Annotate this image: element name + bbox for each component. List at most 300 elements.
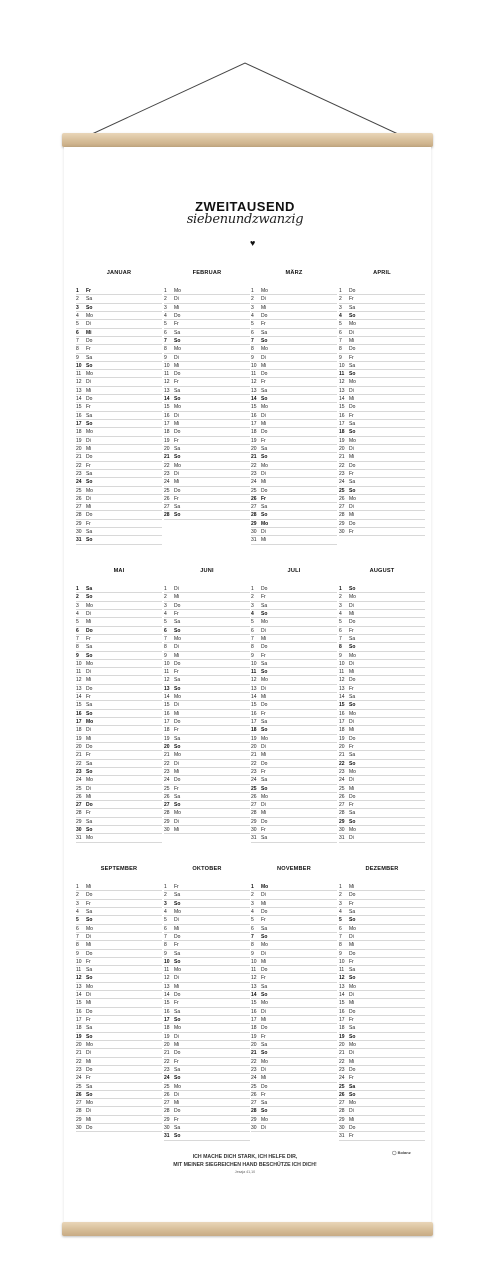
weekday: Mi xyxy=(86,387,92,394)
day-number: 26 xyxy=(339,495,345,502)
weekday: Di xyxy=(261,412,266,419)
day-number: 22 xyxy=(339,462,345,469)
day-number: 20 xyxy=(339,445,345,452)
day-row xyxy=(164,453,250,461)
day-row xyxy=(76,983,162,991)
day-row xyxy=(164,1083,250,1091)
day-row xyxy=(251,487,337,495)
day-row xyxy=(76,1024,162,1032)
weekday: Sa xyxy=(261,1041,268,1048)
day-number: 15 xyxy=(76,702,82,709)
day-number: 15 xyxy=(339,404,345,411)
weekday: Di xyxy=(261,950,266,957)
day-row xyxy=(76,437,162,445)
day-row xyxy=(164,818,250,826)
day-list xyxy=(251,287,337,545)
day-list xyxy=(164,883,250,1141)
weekday: Fr xyxy=(261,827,266,834)
weekday: So xyxy=(349,644,356,651)
day-row xyxy=(164,776,250,784)
day-number: 11 xyxy=(251,669,257,676)
day-number: 7 xyxy=(339,933,342,940)
day-row xyxy=(251,974,337,982)
day-row xyxy=(339,676,425,684)
day-number: 18 xyxy=(339,429,345,436)
day-row xyxy=(339,834,425,842)
day-row xyxy=(164,511,250,519)
weekday: Sa xyxy=(349,810,356,817)
day-number: 5 xyxy=(339,917,342,924)
weekday: Di xyxy=(261,627,266,634)
day-number: 16 xyxy=(76,412,82,419)
day-number: 25 xyxy=(251,785,257,792)
day-number: 9 xyxy=(164,354,167,361)
day-number: 8 xyxy=(339,942,342,949)
day-row xyxy=(164,652,250,660)
day-row xyxy=(251,735,337,743)
weekday: Fr xyxy=(86,462,91,469)
weekday: Mi xyxy=(174,652,180,659)
day-number: 20 xyxy=(339,1041,345,1048)
day-row xyxy=(339,511,425,519)
weekday: Fr xyxy=(349,900,354,907)
weekday: Mo xyxy=(174,908,181,915)
day-row xyxy=(76,818,162,826)
day-row xyxy=(76,287,162,295)
weekday: Mo xyxy=(349,495,356,502)
day-row xyxy=(164,585,250,593)
day-number: 9 xyxy=(251,652,254,659)
day-number: 11 xyxy=(339,669,345,676)
weekday: Di xyxy=(261,892,266,899)
wooden-hanger-top xyxy=(62,133,433,147)
day-row xyxy=(251,1074,337,1082)
weekday: Sa xyxy=(174,950,181,957)
day-number: 21 xyxy=(339,1050,345,1057)
weekday: So xyxy=(86,652,93,659)
weekday: Sa xyxy=(86,702,93,709)
day-number: 8 xyxy=(339,644,342,651)
weekday: Sa xyxy=(349,362,356,369)
day-number: 22 xyxy=(76,1058,82,1065)
day-number: 13 xyxy=(251,983,257,990)
day-number: 14 xyxy=(164,694,170,701)
day-row xyxy=(339,320,425,328)
day-number: 15 xyxy=(76,404,82,411)
day-number: 10 xyxy=(339,958,345,965)
day-number: 28 xyxy=(339,810,345,817)
day-row xyxy=(164,610,250,618)
day-number: 9 xyxy=(76,950,79,957)
weekday: Mo xyxy=(174,346,181,353)
day-row xyxy=(164,726,250,734)
day-number: 26 xyxy=(251,793,257,800)
weekday: Mo xyxy=(174,694,181,701)
weekday: So xyxy=(86,827,93,834)
brand-logo: ◯ Bolanz xyxy=(392,1150,411,1155)
weekday: Di xyxy=(174,1033,179,1040)
weekday: Mo xyxy=(261,346,268,353)
weekday: Mo xyxy=(86,660,93,667)
day-number: 1 xyxy=(251,288,254,294)
weekday: Di xyxy=(86,1050,91,1057)
day-number: 23 xyxy=(76,768,82,775)
weekday: Fr xyxy=(174,727,179,734)
day-number: 2 xyxy=(251,892,254,899)
day-row xyxy=(76,760,162,768)
weekday: Mi xyxy=(86,735,92,742)
day-row xyxy=(251,1066,337,1074)
day-number: 3 xyxy=(76,900,79,907)
weekday: Mi xyxy=(349,669,355,676)
day-number: 12 xyxy=(251,677,257,684)
day-row xyxy=(339,718,425,726)
weekday: Do xyxy=(174,1108,181,1115)
day-row xyxy=(164,718,250,726)
day-row xyxy=(251,287,337,295)
day-row xyxy=(76,718,162,726)
day-number: 6 xyxy=(76,627,79,634)
weekday: Mi xyxy=(86,445,92,452)
weekday: Mo xyxy=(349,652,356,659)
month-name: SEPTEMBER xyxy=(100,866,138,872)
weekday: So xyxy=(349,760,356,767)
quote-line-1: ICH MACHE DICH STARK, ICH HELFE DIR, xyxy=(192,1154,298,1160)
day-number: 6 xyxy=(164,627,167,634)
day-row xyxy=(164,710,250,718)
day-number: 24 xyxy=(76,479,82,486)
weekday: Mo xyxy=(86,719,94,725)
day-row xyxy=(251,801,337,809)
weekday: Sa xyxy=(261,660,268,667)
weekday: Di xyxy=(349,1050,354,1057)
day-number: 30 xyxy=(339,529,345,536)
month-name: DEZEMBER xyxy=(365,866,399,872)
day-number: 14 xyxy=(251,396,257,403)
weekday: Mo xyxy=(86,602,93,609)
weekday: So xyxy=(349,702,356,709)
weekday: Do xyxy=(174,429,181,436)
weekday: Do xyxy=(261,644,268,651)
weekday: Do xyxy=(261,312,268,319)
weekday: So xyxy=(349,917,356,924)
weekday: Sa xyxy=(261,445,268,452)
weekday: Di xyxy=(261,1008,266,1015)
weekday: Mi xyxy=(174,421,180,427)
day-row xyxy=(164,403,250,411)
day-number: 14 xyxy=(339,396,345,403)
weekday: Di xyxy=(174,470,179,477)
day-row xyxy=(164,801,250,809)
weekday: Do xyxy=(261,1083,268,1090)
day-row xyxy=(339,710,425,718)
day-number: 8 xyxy=(76,644,79,651)
day-row xyxy=(76,685,162,693)
day-row xyxy=(76,1049,162,1057)
weekday: So xyxy=(349,975,356,982)
day-number: 20 xyxy=(251,743,257,750)
weekday: Do xyxy=(86,892,93,899)
day-number: 3 xyxy=(164,304,167,311)
day-number: 12 xyxy=(339,677,345,684)
day-number: 8 xyxy=(76,942,79,949)
day-number: 25 xyxy=(164,487,170,494)
day-number: 14 xyxy=(164,992,170,999)
day-row xyxy=(251,809,337,817)
weekday: Mi xyxy=(86,329,92,336)
weekday: Do xyxy=(261,908,268,915)
day-number: 12 xyxy=(76,975,82,982)
day-number: 15 xyxy=(339,702,345,709)
day-row xyxy=(76,751,162,759)
day-row xyxy=(164,999,250,1007)
day-number: 24 xyxy=(164,1075,170,1082)
weekday: Mi xyxy=(86,677,92,684)
calendar-subtitle-script: siebenundzwanzig xyxy=(186,212,304,227)
day-list xyxy=(76,883,162,1132)
day-number: 9 xyxy=(339,950,342,957)
weekday: So xyxy=(174,685,181,692)
day-number: 23 xyxy=(251,470,257,477)
day-number: 3 xyxy=(339,900,342,907)
day-row xyxy=(339,478,425,486)
day-row xyxy=(251,445,337,453)
day-row xyxy=(164,478,250,486)
weekday: Mo xyxy=(261,1116,268,1123)
weekday: Do xyxy=(86,454,93,461)
month-name: JULI xyxy=(287,568,301,574)
day-row xyxy=(251,1008,337,1016)
day-row xyxy=(339,966,425,974)
day-row xyxy=(164,668,250,676)
day-row xyxy=(164,974,250,982)
day-number: 3 xyxy=(164,602,167,609)
weekday: Sa xyxy=(261,602,268,609)
day-number: 12 xyxy=(164,975,170,982)
weekday: Do xyxy=(86,950,93,957)
day-number: 17 xyxy=(76,1017,82,1023)
weekday: Mo xyxy=(86,487,93,494)
weekday: Do xyxy=(349,288,356,294)
day-list xyxy=(76,287,162,545)
day-row xyxy=(339,933,425,941)
day-row xyxy=(164,735,250,743)
day-number: 6 xyxy=(339,329,342,336)
day-row xyxy=(339,445,425,453)
weekday: Fr xyxy=(174,942,179,949)
day-number: 27 xyxy=(339,802,345,809)
day-number: 26 xyxy=(76,793,82,800)
weekday: Do xyxy=(261,702,268,709)
weekday: Mo xyxy=(349,710,356,717)
day-number: 26 xyxy=(164,495,170,502)
day-row xyxy=(76,602,162,610)
day-number: 22 xyxy=(339,760,345,767)
day-row xyxy=(164,891,250,899)
day-number: 4 xyxy=(76,312,79,319)
weekday: Mi xyxy=(261,810,267,817)
weekday: Mi xyxy=(174,925,180,932)
day-row xyxy=(164,1132,250,1140)
weekday: Di xyxy=(261,1125,266,1132)
weekday: Fr xyxy=(261,379,266,386)
day-number: 30 xyxy=(251,529,257,536)
weekday: So xyxy=(349,1033,356,1040)
day-row xyxy=(164,768,250,776)
day-number: 7 xyxy=(339,635,342,642)
day-row xyxy=(251,1099,337,1107)
day-number: 28 xyxy=(251,512,257,519)
day-number: 14 xyxy=(76,694,82,701)
day-row xyxy=(339,1066,425,1074)
day-row xyxy=(76,1016,162,1024)
weekday: Mi xyxy=(174,1100,180,1107)
day-number: 13 xyxy=(76,685,82,692)
day-row xyxy=(251,585,337,593)
weekday: Mi xyxy=(261,694,267,701)
day-number: 10 xyxy=(76,660,82,667)
weekday: Mi xyxy=(174,983,180,990)
day-row xyxy=(76,660,162,668)
day-number: 13 xyxy=(339,685,345,692)
weekday: So xyxy=(261,454,268,461)
month-name: JUNI xyxy=(200,568,214,574)
weekday: Do xyxy=(174,371,181,378)
weekday: Fr xyxy=(261,652,266,659)
day-row xyxy=(76,370,162,378)
weekday: Fr xyxy=(349,685,354,692)
day-number: 30 xyxy=(164,827,170,834)
day-number: 28 xyxy=(76,810,82,817)
day-row xyxy=(339,593,425,601)
weekday: Mo xyxy=(174,462,181,469)
weekday: Sa xyxy=(174,619,181,626)
day-row xyxy=(251,925,337,933)
day-row xyxy=(76,735,162,743)
day-row xyxy=(76,900,162,908)
weekday: Fr xyxy=(349,1075,354,1082)
hanging-string xyxy=(0,0,490,140)
day-row xyxy=(76,950,162,958)
day-number: 1 xyxy=(251,884,254,890)
weekday: Mi xyxy=(174,710,180,717)
weekday: Fr xyxy=(349,802,354,809)
day-row xyxy=(339,528,425,536)
day-row xyxy=(251,900,337,908)
day-row xyxy=(76,1074,162,1082)
day-row xyxy=(76,974,162,982)
weekday: Sa xyxy=(86,760,93,767)
day-number: 28 xyxy=(339,512,345,519)
day-row xyxy=(339,809,425,817)
month-name: MAI xyxy=(113,568,125,574)
day-row xyxy=(164,1058,250,1066)
weekday: Fr xyxy=(174,379,179,386)
weekday: Sa xyxy=(86,586,93,592)
weekday: Mi xyxy=(174,479,180,486)
day-number: 28 xyxy=(76,512,82,519)
weekday: Mo xyxy=(86,429,93,436)
weekday: Mo xyxy=(86,312,93,319)
weekday: Sa xyxy=(349,1083,356,1090)
day-number: 2 xyxy=(164,892,167,899)
day-number: 6 xyxy=(339,925,342,932)
weekday: Mo xyxy=(174,288,181,294)
day-number: 21 xyxy=(339,752,345,759)
weekday: So xyxy=(174,1075,181,1082)
weekday: Di xyxy=(86,610,91,617)
day-row xyxy=(251,676,337,684)
day-row xyxy=(251,370,337,378)
day-row xyxy=(251,1024,337,1032)
day-row xyxy=(164,487,250,495)
day-row xyxy=(251,1058,337,1066)
weekday: Mo xyxy=(174,967,181,974)
weekday: Mi xyxy=(86,619,92,626)
day-row xyxy=(251,403,337,411)
day-row xyxy=(339,925,425,933)
weekday: Sa xyxy=(174,504,181,511)
day-row xyxy=(76,793,162,801)
weekday: Fr xyxy=(174,321,179,328)
weekday: Sa xyxy=(86,818,93,825)
day-row xyxy=(164,495,250,503)
day-number: 2 xyxy=(339,892,342,899)
day-number: 12 xyxy=(339,975,345,982)
day-row xyxy=(339,883,425,891)
day-row xyxy=(251,1033,337,1041)
day-number: 15 xyxy=(251,1000,257,1007)
weekday: Do xyxy=(174,312,181,319)
day-number: 21 xyxy=(76,1050,82,1057)
weekday: Mi xyxy=(349,512,355,519)
day-number: 26 xyxy=(339,1091,345,1098)
day-row xyxy=(164,295,250,303)
day-row xyxy=(339,378,425,386)
day-row xyxy=(339,470,425,478)
weekday: Mi xyxy=(86,504,92,511)
day-number: 21 xyxy=(164,1050,170,1057)
day-number: 30 xyxy=(76,827,82,834)
day-row xyxy=(251,345,337,353)
weekday: Sa xyxy=(86,908,93,915)
weekday: Do xyxy=(261,760,268,767)
day-row xyxy=(339,776,425,784)
day-row xyxy=(251,337,337,345)
weekday: So xyxy=(174,1133,181,1140)
day-number: 29 xyxy=(251,520,257,527)
day-number: 29 xyxy=(76,818,82,825)
day-number: 23 xyxy=(76,1066,82,1073)
weekday: Mi xyxy=(261,479,267,486)
day-number: 16 xyxy=(76,710,82,717)
day-row xyxy=(339,420,425,428)
weekday: Fr xyxy=(261,1033,266,1040)
day-number: 13 xyxy=(76,983,82,990)
day-list xyxy=(339,883,425,1141)
day-row xyxy=(339,760,425,768)
day-number: 16 xyxy=(339,1008,345,1015)
weekday: So xyxy=(174,802,181,809)
day-number: 1 xyxy=(251,586,254,592)
day-number: 12 xyxy=(76,677,82,684)
day-row xyxy=(251,462,337,470)
day-row xyxy=(339,1033,425,1041)
day-row xyxy=(164,395,250,403)
weekday: Sa xyxy=(174,445,181,452)
weekday: Do xyxy=(349,735,356,742)
day-row xyxy=(251,495,337,503)
